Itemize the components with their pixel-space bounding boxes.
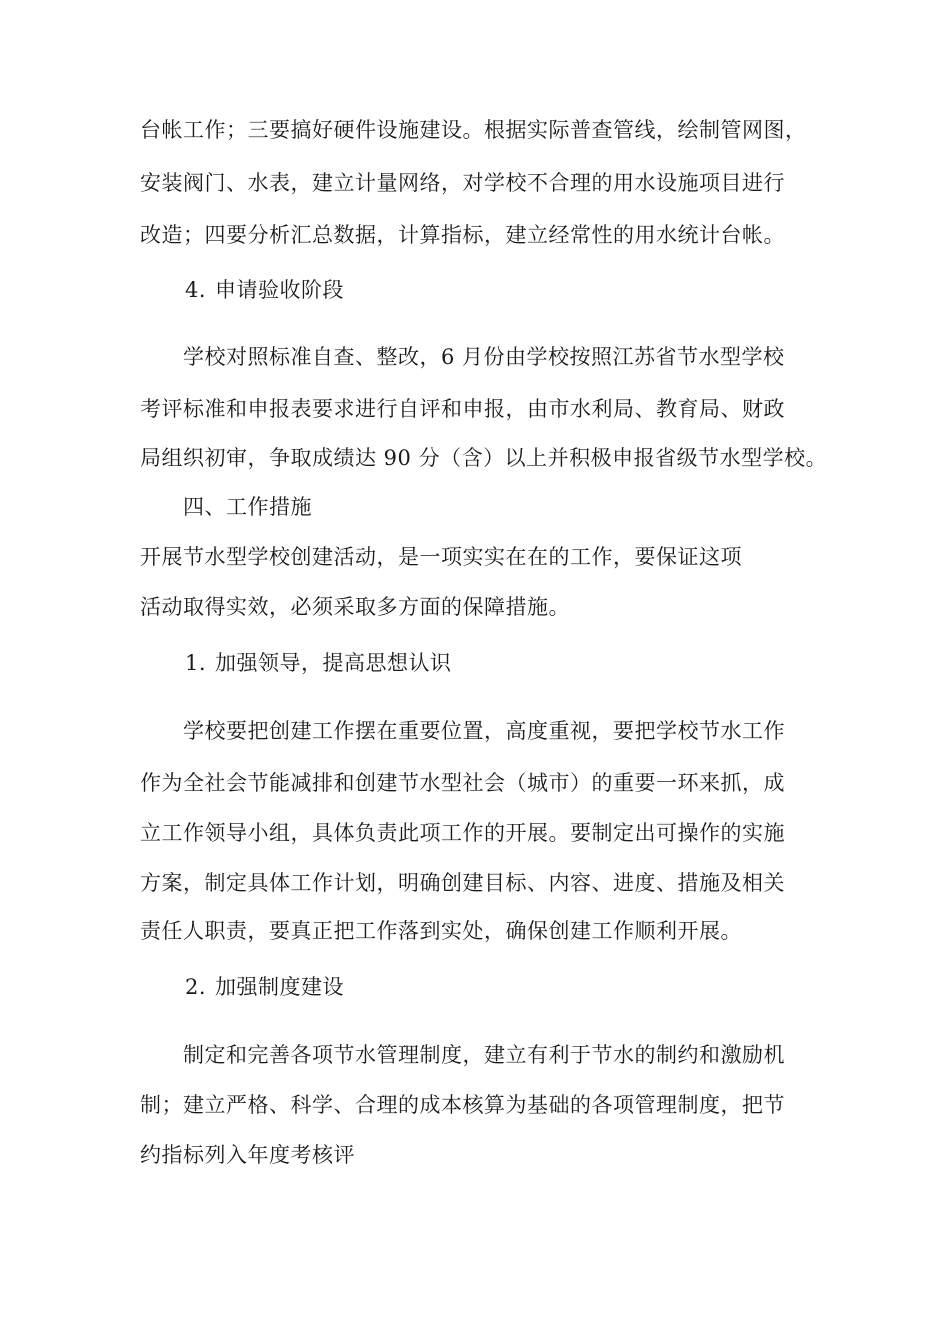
body-line: 改造；四要分析汇总数据，计算指标，建立经常性的用水统计台帐。	[140, 223, 785, 247]
heading-number: 4.	[185, 278, 207, 302]
heading-number: 1.	[185, 651, 207, 675]
body-line: 局组织初审，争取成绩达 90 分（含）以上并积极申报省级节水型学校。	[140, 446, 828, 470]
body-line: 立工作领导小组，具体负责此项工作的开展。要制定出可操作的实施	[140, 821, 785, 845]
section-heading-4	[185, 275, 344, 305]
section-heading-1	[185, 648, 452, 678]
heading-number: 2.	[185, 975, 207, 999]
body-line: 考评标准和申报表要求进行自评和申报，由市水利局、教育局、财政	[140, 397, 785, 421]
heading-text: 加强制度建设	[215, 975, 344, 999]
body-line: 方案，制定具体工作计划，明确创建目标、内容、进度、措施及相关	[140, 871, 785, 895]
section-heading-2	[185, 972, 344, 1002]
section-title: 四、工作措施	[183, 495, 312, 519]
body-line: 制定和完善各项节水管理制度，建立有利于节水的制约和激励机	[183, 1043, 785, 1067]
body-line: 作为全社会节能减排和创建节水型社会（城市）的重要一环来抓，成	[140, 771, 785, 795]
body-line: 约指标列入年度考核评	[140, 1143, 355, 1167]
body-line: 制；建立严格、科学、合理的成本核算为基础的各项管理制度，把节	[140, 1093, 785, 1117]
body-line: 安装阀门、水表，建立计量网络，对学校不合理的用水设施项目进行	[140, 171, 785, 195]
body-line: 责任人职责，要真正把工作落到实处，确保创建工作顺利开展。	[140, 919, 742, 943]
body-line: 活动取得实效，必须采取多方面的保障措施。	[140, 595, 570, 619]
body-line: 开展节水型学校创建活动，是一项实实在在的工作，要保证这项	[140, 545, 742, 569]
heading-text: 加强领导，提高思想认识	[215, 651, 452, 675]
body-line: 台帐工作；三要搞好硬件设施建设。根据实际普查管线，绘制管网图，	[140, 118, 807, 142]
heading-text: 申请验收阶段	[215, 278, 344, 302]
body-line: 学校对照标准自查、整改，6 月份由学校按照江苏省节水型学校	[183, 345, 785, 369]
body-line: 学校要把创建工作摆在重要位置，高度重视，要把学校节水工作	[183, 719, 785, 743]
